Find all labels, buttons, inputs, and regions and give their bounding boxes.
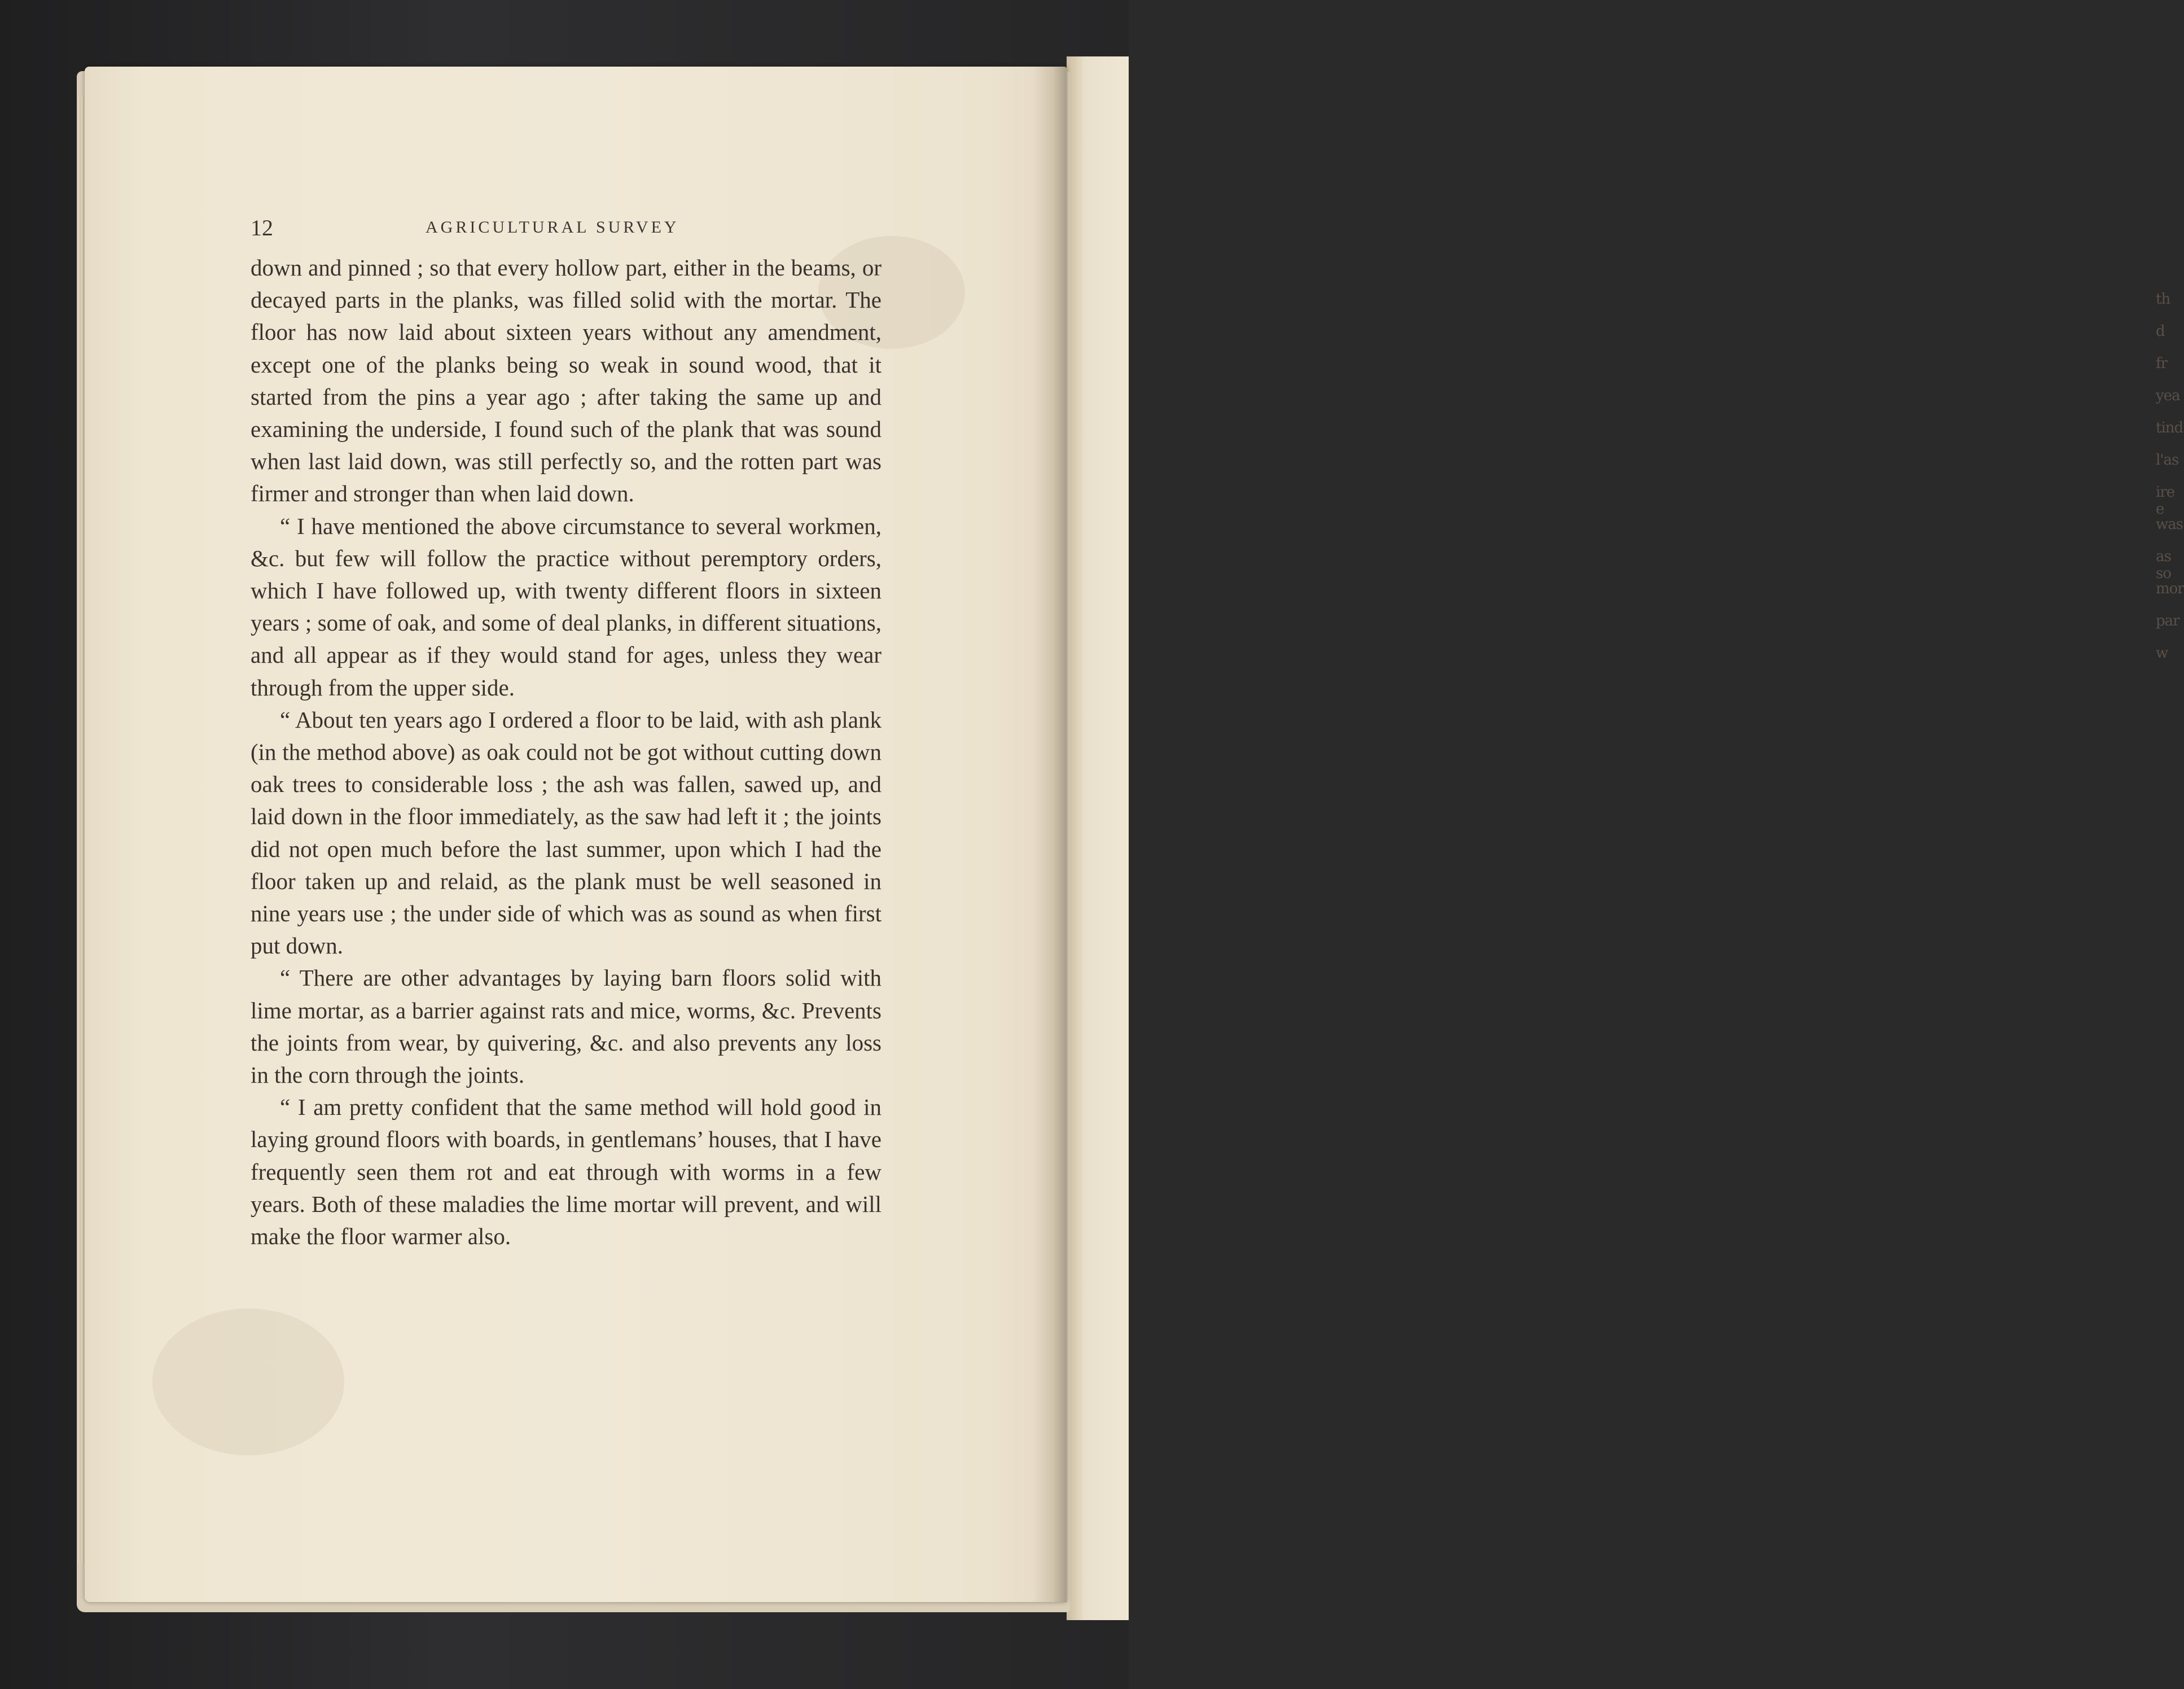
facing-page-fragment: ire e <box>2156 484 2175 518</box>
page-number: 12 <box>251 215 273 240</box>
body-text <box>251 252 882 1253</box>
facing-page-fragment: th <box>2156 291 2170 308</box>
facing-page-fragment: mor <box>2156 580 2184 597</box>
facing-page-fragment: par <box>2156 612 2179 629</box>
facing-page-fragment: as so <box>2156 548 2171 582</box>
paragraph: “ About ten years ago I ordered a floor to be laid, with ash plank (in the method above) as oak could not be got without cutting down oak trees to considerable loss ; the ash was fallen, sawed up, and laid down in the floor immediately, as the saw had left it ; the joints did not open much before the last summer, upon which I had the floor taken up and relaid, as the plank must be well seasoned in nine years use ; the under side of which was as sound as when first put down. <box>251 706 882 959</box>
paragraph: “ I have mentioned the above circumstance to several workmen, &c. but few will follow the practice without peremptory orders, which I have followed up, with twenty different floors in sixteen years ; some of oak, and some of deal planks, in different situations, and all appear as if they would stand for ages, unless they wear through from the upper side. <box>251 513 882 701</box>
paragraph: down and pinned ; so that every hollow part, either in the beams, or decayed parts in the planks, was filled solid with the mortar. The floor has now laid about sixteen years without any amendment, except one of the planks being so weak in sound wood, that it started from the pins a year ago ; after taking the same up and examining the underside, I found such of the plank that was sound when last laid down, was still perfectly so, and the rotten part was firmer and stronger than when laid down. <box>251 255 882 507</box>
running-head: AGRICULTURAL SURVEY <box>426 218 679 237</box>
facing-page-edge <box>1067 56 2184 1620</box>
paper-stain <box>152 1309 344 1455</box>
facing-page-fragment: l'as <box>2156 452 2179 469</box>
paragraph: “ I am pretty confident that the same method will hold good in laying ground floors with boards, in gentlemans’ houses, that I have frequently seen them rot and eat through with worms in a few years. Both of these maladies the lime mortar will prevent, and will make the floor warmer also. <box>251 1094 882 1250</box>
page-header <box>251 215 900 246</box>
paragraph: “ There are other advantages by laying barn floors solid with lime mortar, as a barrier against rats and mice, worms, &c. Prevents the joints from wear, by quivering, &c. and also prevents any loss in the corn through the joints. <box>251 965 882 1088</box>
facing-page-fragment: w <box>2156 645 2168 662</box>
facing-page-fragment: d <box>2156 323 2165 340</box>
facing-page-fragment: fr <box>2156 355 2168 372</box>
facing-page-fragment: yea <box>2156 387 2180 404</box>
facing-page-fragment: tind <box>2156 419 2183 436</box>
book-gutter <box>1033 67 1067 1602</box>
facing-page-fragment: was <box>2156 516 2183 533</box>
